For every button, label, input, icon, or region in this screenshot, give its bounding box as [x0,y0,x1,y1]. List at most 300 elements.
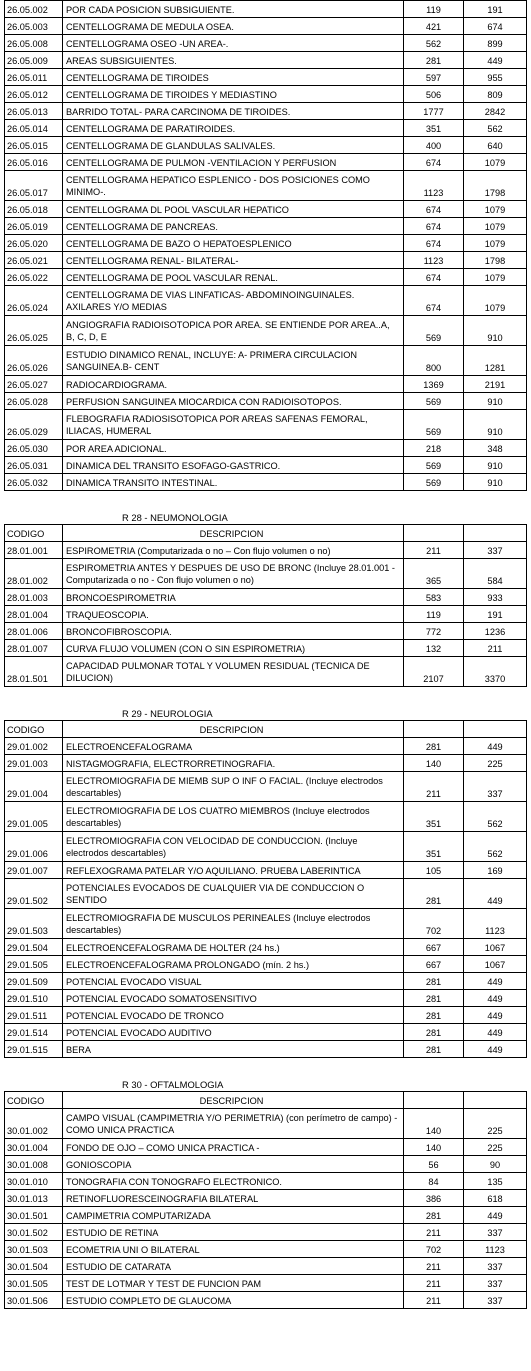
code-cell: 26.05.014 [4,120,62,136]
code-cell: 29.01.002 [4,738,62,754]
description-cell: CAMPO VISUAL (CAMPIMETRIA Y/O PERIMETRIA) (con perímetro de campo) - COMO UNICA PRACTICA [62,1109,403,1138]
value-1-cell: 281 [403,973,463,989]
code-cell: 30.01.503 [4,1241,62,1257]
code-cell: 26.05.030 [4,440,62,456]
value-2-cell: 1079 [463,154,527,170]
code-cell: 28.01.007 [4,640,62,656]
code-cell: 28.01.006 [4,623,62,639]
code-cell: 26.05.022 [4,269,62,285]
code-cell: 26.05.011 [4,69,62,85]
table-row [4,755,527,772]
table-row [4,909,527,939]
code-cell: 26.05.015 [4,137,62,153]
description-cell: TONOGRAFIA CON TONOGRAFO ELECTRONICO. [62,1173,403,1189]
value-2-cell: 337 [463,1224,527,1240]
code-cell: 26.05.028 [4,393,62,409]
table-row [4,1156,527,1173]
code-cell: 29.01.510 [4,990,62,1006]
value-1-cell: 674 [403,201,463,217]
header-code: CODIGO [4,1092,62,1108]
value-1-cell: 569 [403,474,463,490]
value-1-cell: 211 [403,772,463,801]
header-value-1 [403,525,463,541]
header-description: DESCRIPCION [62,721,403,737]
value-2-cell: 809 [463,86,527,102]
table-row [4,86,527,103]
value-2-cell: 1236 [463,623,527,639]
table-row [4,623,527,640]
description-cell: PERFUSION SANGUINEA MIOCARDICA CON RADIOISOTOPOS. [62,393,403,409]
section-title-29 [4,704,527,721]
code-cell: 29.01.515 [4,1041,62,1057]
table-row [4,1190,527,1207]
code-cell: 29.01.505 [4,956,62,972]
description-cell: POTENCIAL EVOCADO VISUAL [62,973,403,989]
fee-schedule-page [4,0,527,1309]
value-1-cell: 569 [403,410,463,439]
header-code: CODIGO [4,721,62,737]
value-1-cell: 506 [403,86,463,102]
table-row [4,1109,527,1139]
description-cell: CENTELLOGRAMA DE PANCREAS. [62,218,403,234]
table-row [4,286,527,316]
description-cell: ESTUDIO COMPLETO DE GLAUCOMA [62,1292,403,1308]
table-row [4,542,527,559]
code-cell: 26.05.013 [4,103,62,119]
table-row [4,1292,527,1309]
value-1-cell: 132 [403,640,463,656]
table-row [4,1275,527,1292]
header-description: DESCRIPCION [62,1092,403,1108]
value-2-cell: 910 [463,457,527,473]
table-row [4,606,527,623]
table-row [4,1241,527,1258]
value-2-cell: 640 [463,137,527,153]
description-cell: CENTELLOGRAMA DE MEDULA OSEA. [62,18,403,34]
value-1-cell: 772 [403,623,463,639]
code-cell: 26.05.024 [4,286,62,315]
header-value-1 [403,1092,463,1108]
section-title-text: R 29 - NEUROLOGIA [122,708,213,719]
code-cell: 26.05.002 [4,1,62,17]
value-2-cell: 337 [463,1275,527,1291]
value-1-cell: 674 [403,286,463,315]
value-1-cell: 351 [403,802,463,831]
value-1-cell: 56 [403,1156,463,1172]
description-cell: ELECTROENCEFALOGRAMA [62,738,403,754]
table-row [4,35,527,52]
table-row [4,410,527,440]
value-1-cell: 281 [403,1024,463,1040]
description-cell: BERA [62,1041,403,1057]
value-1-cell: 211 [403,1292,463,1308]
value-2-cell: 449 [463,738,527,754]
description-cell: ESTUDIO DE CATARATA [62,1258,403,1274]
description-cell: BRONCOFIBROSCOPIA. [62,623,403,639]
value-2-cell: 191 [463,1,527,17]
description-cell: CENTELLOGRAMA DE TIROIDES [62,69,403,85]
code-cell: 29.01.006 [4,832,62,861]
description-cell: GONIOSCOPIA [62,1156,403,1172]
description-cell: POTENCIALES EVOCADOS DE CUALQUIER VIA DE CONDUCCION O SENTIDO [62,879,403,908]
code-cell: 28.01.001 [4,542,62,558]
value-2-cell: 1123 [463,1241,527,1257]
table-row [4,346,527,376]
table-row [4,1224,527,1241]
value-2-cell: 449 [463,52,527,68]
value-1-cell: 281 [403,879,463,908]
value-1-cell: 1123 [403,252,463,268]
table-row [4,457,527,474]
code-cell: 26.05.029 [4,410,62,439]
code-cell: 26.05.031 [4,457,62,473]
table-row [4,316,527,346]
table-row [4,956,527,973]
value-1-cell: 1123 [403,171,463,200]
value-1-cell: 674 [403,218,463,234]
spacer [4,491,527,508]
code-cell: 29.01.511 [4,1007,62,1023]
code-cell: 30.01.504 [4,1258,62,1274]
table-block-29 [4,738,527,1058]
code-cell: 26.05.016 [4,154,62,170]
value-2-cell: 1798 [463,171,527,200]
header-value-2 [463,1092,527,1108]
table-row [4,939,527,956]
value-1-cell: 211 [403,1258,463,1274]
description-cell: CENTELLOGRAMA DL POOL VASCULAR HEPATICO [62,201,403,217]
code-cell: 28.01.004 [4,606,62,622]
value-1-cell: 562 [403,35,463,51]
code-cell: 29.01.504 [4,939,62,955]
value-1-cell: 674 [403,269,463,285]
value-1-cell: 667 [403,939,463,955]
description-cell: CAMPIMETRIA COMPUTARIZADA [62,1207,403,1223]
table-row [4,1024,527,1041]
value-2-cell: 910 [463,474,527,490]
value-2-cell: 910 [463,393,527,409]
description-cell: CENTELLOGRAMA DE VIAS LINFATICAS- ABDOMINOINGUINALES. AXILARES Y/O MEDIAS [62,286,403,315]
value-2-cell: 1079 [463,218,527,234]
value-2-cell: 955 [463,69,527,85]
table-row [4,376,527,393]
value-1-cell: 583 [403,589,463,605]
table-row [4,52,527,69]
value-1-cell: 281 [403,738,463,754]
code-cell: 29.01.004 [4,772,62,801]
description-cell: DINAMICA TRANSITO INTESTINAL. [62,474,403,490]
value-2-cell: 449 [463,879,527,908]
header-description: DESCRIPCION [62,525,403,541]
value-2-cell: 449 [463,1207,527,1223]
table-row [4,120,527,137]
value-1-cell: 140 [403,1109,463,1138]
code-cell: 29.01.509 [4,973,62,989]
description-cell: ELECTROENCEFALOGRAMA DE HOLTER (24 hs.) [62,939,403,955]
value-2-cell: 1079 [463,235,527,251]
section-title-text: R 28 - NEUMONOLOGIA [122,512,228,523]
description-cell: TRAQUEOSCOPIA. [62,606,403,622]
value-1-cell: 281 [403,990,463,1006]
value-2-cell: 225 [463,755,527,771]
code-cell: 26.05.027 [4,376,62,392]
description-cell: CURVA FLUJO VOLUMEN (CON O SIN ESPIROMETRIA) [62,640,403,656]
section-title-28 [4,508,527,525]
code-cell: 26.05.009 [4,52,62,68]
description-cell: ELECTROMIOGRAFIA CON VELOCIDAD DE CONDUCCION. (Incluye electrodos descartables) [62,832,403,861]
code-cell: 29.01.502 [4,879,62,908]
code-cell: 28.01.501 [4,657,62,686]
header-value-1 [403,721,463,737]
value-1-cell: 667 [403,956,463,972]
value-2-cell: 1123 [463,909,527,938]
code-cell: 26.05.021 [4,252,62,268]
value-2-cell: 618 [463,1190,527,1206]
code-cell: 28.01.003 [4,589,62,605]
table-row [4,269,527,286]
value-1-cell: 400 [403,137,463,153]
value-2-cell: 135 [463,1173,527,1189]
description-cell: ELECTROENCEFALOGRAMA PROLONGADO (mín. 2 hs.) [62,956,403,972]
code-cell: 26.05.019 [4,218,62,234]
table-row [4,1173,527,1190]
value-2-cell: 933 [463,589,527,605]
description-cell: CENTELLOGRAMA HEPATICO ESPLENICO - DOS POSICIONES COMO MINIMO-. [62,171,403,200]
value-1-cell: 1777 [403,103,463,119]
table-row [4,393,527,410]
description-cell: CENTELLOGRAMA DE POOL VASCULAR RENAL. [62,269,403,285]
table-row [4,137,527,154]
value-1-cell: 211 [403,1224,463,1240]
description-cell: ELECTROMIOGRAFIA DE MIEMB SUP O INF O FACIAL. (Incluye electrodos descartables) [62,772,403,801]
code-cell: 26.05.032 [4,474,62,490]
header-code: CODIGO [4,525,62,541]
value-1-cell: 386 [403,1190,463,1206]
spacer [4,1058,527,1075]
value-1-cell: 218 [403,440,463,456]
description-cell: CENTELLOGRAMA DE TIROIDES Y MEDIASTINO [62,86,403,102]
code-cell: 30.01.004 [4,1139,62,1155]
table-header-29 [4,721,527,738]
value-1-cell: 119 [403,606,463,622]
code-cell: 30.01.008 [4,1156,62,1172]
value-2-cell: 449 [463,990,527,1006]
value-1-cell: 365 [403,559,463,588]
value-1-cell: 800 [403,346,463,375]
value-2-cell: 3370 [463,657,527,686]
value-1-cell: 140 [403,1139,463,1155]
value-1-cell: 211 [403,542,463,558]
value-1-cell: 140 [403,755,463,771]
value-2-cell: 1281 [463,346,527,375]
table-row [4,657,527,687]
value-1-cell: 351 [403,832,463,861]
value-1-cell: 1369 [403,376,463,392]
description-cell: BRONCOESPIROMETRIA [62,589,403,605]
value-2-cell: 337 [463,772,527,801]
description-cell: ECOMETRIA UNI O BILATERAL [62,1241,403,1257]
code-cell: 30.01.002 [4,1109,62,1138]
code-cell: 30.01.506 [4,1292,62,1308]
value-2-cell: 1798 [463,252,527,268]
table-row [4,879,527,909]
value-2-cell: 449 [463,1041,527,1057]
table-header-28 [4,525,527,542]
description-cell: CENTELLOGRAMA DE BAZO O HEPATOESPLENICO [62,235,403,251]
code-cell: 26.05.008 [4,35,62,51]
value-2-cell: 337 [463,1258,527,1274]
description-cell: POR CADA POSICION SUBSIGUIENTE. [62,1,403,17]
value-1-cell: 702 [403,909,463,938]
description-cell: RADIOCARDIOGRAMA. [62,376,403,392]
description-cell: NISTAGMOGRAFIA, ELECTRORRETINOGRAFIA. [62,755,403,771]
code-cell: 26.05.003 [4,18,62,34]
code-cell: 30.01.010 [4,1173,62,1189]
table-row [4,218,527,235]
description-cell: POR AREA ADICIONAL. [62,440,403,456]
code-cell: 26.05.020 [4,235,62,251]
value-1-cell: 351 [403,120,463,136]
description-cell: CENTELLOGRAMA DE PULMON -VENTILACION Y PERFUSION [62,154,403,170]
table-row [4,1041,527,1058]
header-value-2 [463,721,527,737]
description-cell: FONDO DE OJO – COMO UNICA PRACTICA - [62,1139,403,1155]
description-cell: ELECTROMIOGRAFIA DE LOS CUATRO MIEMBROS (Incluye electrodos descartables) [62,802,403,831]
code-cell: 26.05.026 [4,346,62,375]
table-row [4,802,527,832]
section-title-30 [4,1075,527,1092]
value-1-cell: 702 [403,1241,463,1257]
value-2-cell: 211 [463,640,527,656]
value-2-cell: 449 [463,1007,527,1023]
description-cell: POTENCIAL EVOCADO DE TRONCO [62,1007,403,1023]
value-1-cell: 597 [403,69,463,85]
code-cell: 29.01.007 [4,862,62,878]
description-cell: CENTELLOGRAMA OSEO -UN AREA-. [62,35,403,51]
value-2-cell: 1067 [463,956,527,972]
code-cell: 29.01.503 [4,909,62,938]
value-1-cell: 281 [403,1007,463,1023]
table-row [4,832,527,862]
value-2-cell: 90 [463,1156,527,1172]
description-cell: CENTELLOGRAMA DE GLANDULAS SALIVALES. [62,137,403,153]
description-cell: ELECTROMIOGRAFIA DE MUSCULOS PERINEALES (Incluye electrodos descartables) [62,909,403,938]
value-1-cell: 281 [403,1207,463,1223]
value-2-cell: 225 [463,1109,527,1138]
description-cell: ESPIROMETRIA (Computarizada o no – Con flujo volumen o no) [62,542,403,558]
value-1-cell: 421 [403,18,463,34]
table-row [4,171,527,201]
code-cell: 29.01.514 [4,1024,62,1040]
description-cell: POTENCIAL EVOCADO SOMATOSENSITIVO [62,990,403,1006]
value-2-cell: 562 [463,802,527,831]
code-cell: 26.05.012 [4,86,62,102]
table-row [4,154,527,171]
table-block-28 [4,542,527,687]
value-2-cell: 348 [463,440,527,456]
value-2-cell: 191 [463,606,527,622]
description-cell: TEST DE LOTMAR Y TEST DE FUNCION PAM [62,1275,403,1291]
table-row [4,69,527,86]
table-row [4,990,527,1007]
value-2-cell: 584 [463,559,527,588]
table-row [4,589,527,606]
value-1-cell: 569 [403,457,463,473]
table-row [4,440,527,457]
value-2-cell: 169 [463,862,527,878]
value-1-cell: 569 [403,316,463,345]
value-1-cell: 674 [403,235,463,251]
code-cell: 28.01.002 [4,559,62,588]
code-cell: 26.05.018 [4,201,62,217]
description-cell: CENTELLOGRAMA DE PARATIROIDES. [62,120,403,136]
table-block-30 [4,1109,527,1309]
value-2-cell: 562 [463,120,527,136]
code-cell: 26.05.017 [4,171,62,200]
spacer [4,687,527,704]
value-2-cell: 449 [463,1024,527,1040]
description-cell: RETINOFLUORESCEINOGRAFIA BILATERAL [62,1190,403,1206]
header-value-2 [463,525,527,541]
table-row [4,201,527,218]
description-cell: REFLEXOGRAMA PATELAR Y/O AQUILIANO. PRUEBA LABERINTICA [62,862,403,878]
value-1-cell: 2107 [403,657,463,686]
table-row [4,640,527,657]
table-row [4,252,527,269]
table-row [4,738,527,755]
table-row [4,1258,527,1275]
table-row [4,103,527,120]
value-2-cell: 225 [463,1139,527,1155]
code-cell: 30.01.013 [4,1190,62,1206]
value-1-cell: 281 [403,1041,463,1057]
value-2-cell: 449 [463,973,527,989]
value-2-cell: 910 [463,410,527,439]
table-row [4,1139,527,1156]
description-cell: FLEBOGRAFIA RADIOSISOTOPICA POR AREAS SAFENAS FEMORAL, ILIACAS, HUMERAL [62,410,403,439]
description-cell: CAPACIDAD PULMONAR TOTAL Y VOLUMEN RESIDUAL (TECNICA DE DILUCION) [62,657,403,686]
description-cell: ESTUDIO DE RETINA [62,1224,403,1240]
value-1-cell: 84 [403,1173,463,1189]
description-cell: DINAMICA DEL TRANSITO ESOFAGO-GASTRICO. [62,457,403,473]
section-title-text: R 30 - OFTALMOLOGIA [122,1079,224,1090]
table-row [4,772,527,802]
value-1-cell: 674 [403,154,463,170]
description-cell: AREAS SUBSIGUIENTES. [62,52,403,68]
table-row [4,1,527,18]
description-cell: BARRIDO TOTAL- PARA CARCINOMA DE TIROIDES. [62,103,403,119]
table-row [4,973,527,990]
description-cell: POTENCIAL EVOCADO AUDITIVO [62,1024,403,1040]
value-2-cell: 1067 [463,939,527,955]
value-2-cell: 1079 [463,201,527,217]
table-row [4,862,527,879]
description-cell: ESTUDIO DINAMICO RENAL, INCLUYE: A- PRIMERA CIRCULACION SANGUINEA.B- CENT [62,346,403,375]
description-cell: CENTELLOGRAMA RENAL- BILATERAL- [62,252,403,268]
value-2-cell: 910 [463,316,527,345]
table-row [4,559,527,589]
value-2-cell: 337 [463,1292,527,1308]
value-1-cell: 211 [403,1275,463,1291]
value-1-cell: 281 [403,52,463,68]
code-cell: 30.01.501 [4,1207,62,1223]
code-cell: 29.01.003 [4,755,62,771]
value-1-cell: 119 [403,1,463,17]
table-block-26 [4,0,527,491]
value-2-cell: 562 [463,832,527,861]
description-cell: ANGIOGRAFIA RADIOISOTOPICA POR AREA. SE ENTIENDE POR AREA..A, B, C, D, E [62,316,403,345]
table-row [4,474,527,491]
